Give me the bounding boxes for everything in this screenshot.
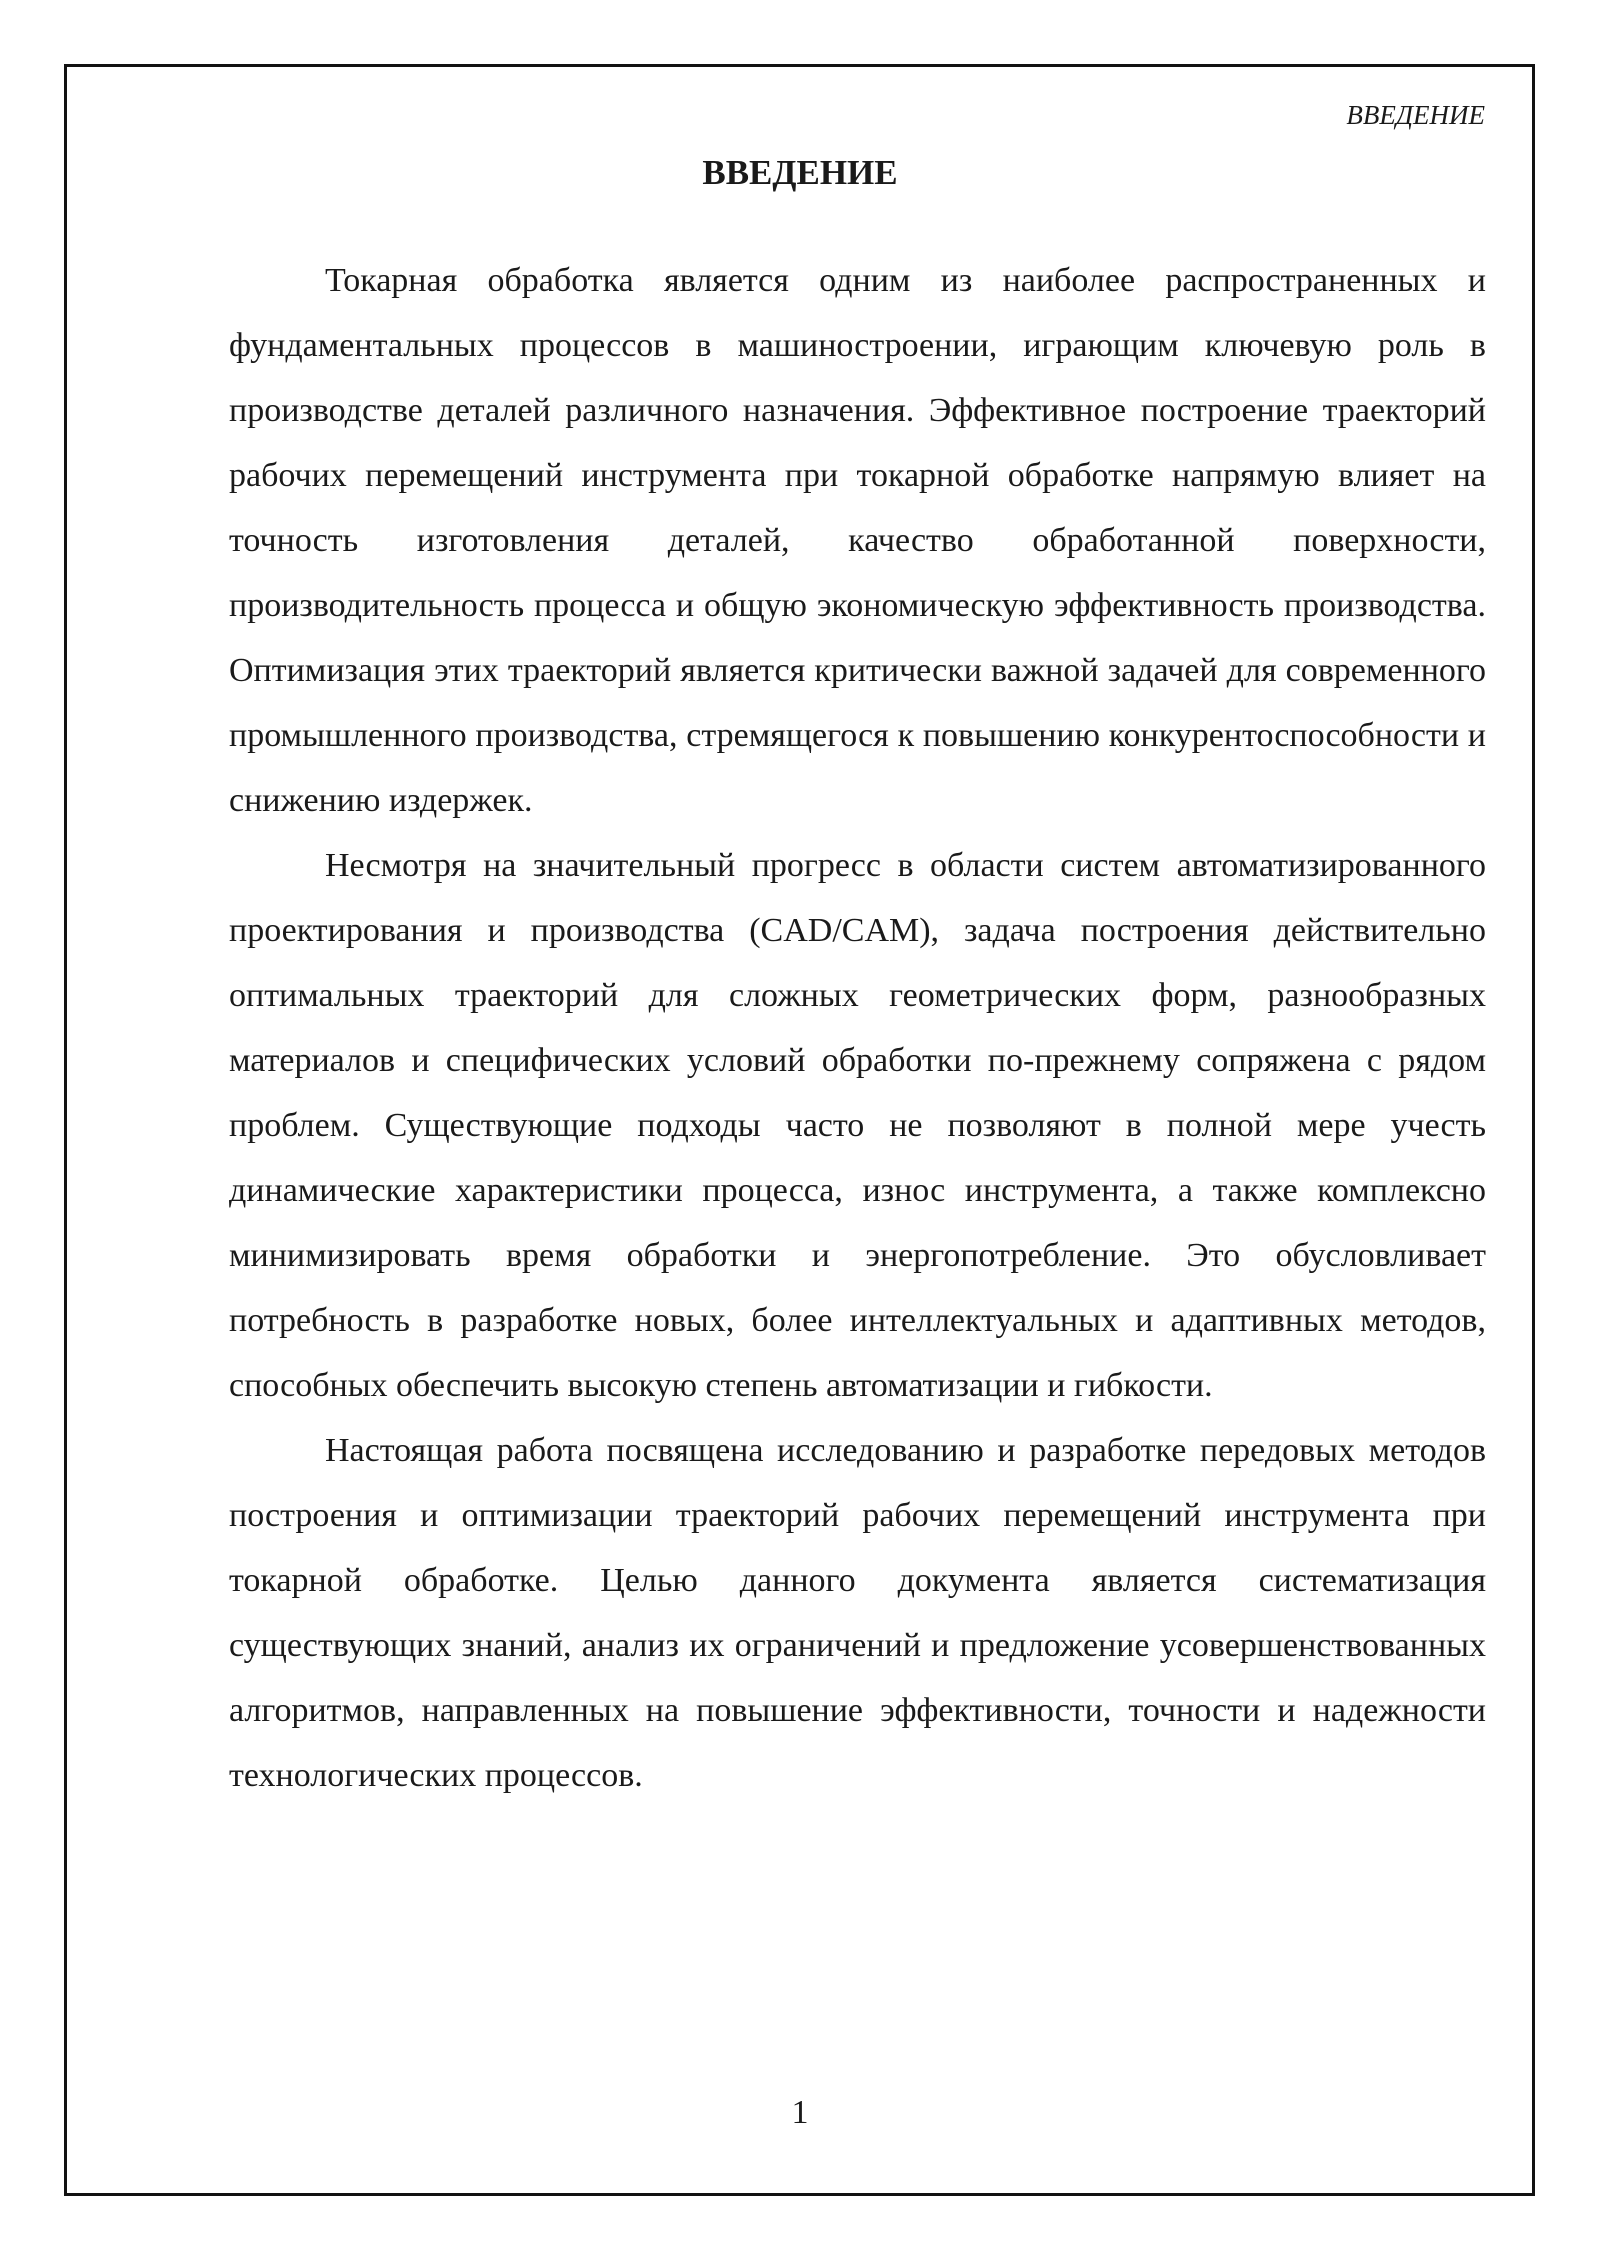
body-text (229, 248, 1486, 1808)
paragraph: Токарная обработка является одним из наиболее распространенных и фундаментальных процессов в машиностроении, играющим ключевую роль в производстве деталей различного назначения. Эффективное построение траекторий рабочих перемещений инструмента при токарной обработке напрямую влияет на точность изготовления деталей, качество обработанной поверхности, производительность процесса и общую экономическую эффективность производства. Оптимизация этих траекторий является критически важной задачей для современного промышленного производства, стремящегося к повышению конкурентоспособности и снижению издержек. (229, 262, 1486, 819)
page-number: 1 (791, 2094, 809, 2131)
paragraph: Несмотря на значительный прогресс в области систем автоматизированного проектирования и производства (CAD/CAM), задача построения действительно оптимальных траекторий для сложных геометрических форм, разнообразных материалов и специфических условий обработки по-прежнему сопряжена с рядом проблем. Существующие подходы часто не позволяют в полной мере учесть динамические характеристики процесса, износ инструмента, а также комплексно минимизировать время обработки и энергопотребление. Это обусловливает потребность в разработке новых, более интеллектуальных и адаптивных методов, способных обеспечить высокую степень автоматизации и гибкости. (229, 847, 1486, 1404)
running-header: ВВЕДЕНИЕ (1346, 100, 1485, 130)
page-title: ВВЕДЕНИЕ (702, 153, 898, 192)
paragraph: Настоящая работа посвящена исследованию и разработке передовых методов построения и оптимизации траекторий рабочих перемещений инструмента при токарной обработке. Целью данного документа является систематизация существующих знаний, анализ их ограничений и предложение усовершенствованных алгоритмов, направленных на повышение эффективности, точности и надежности технологических процессов. (229, 1432, 1486, 1794)
